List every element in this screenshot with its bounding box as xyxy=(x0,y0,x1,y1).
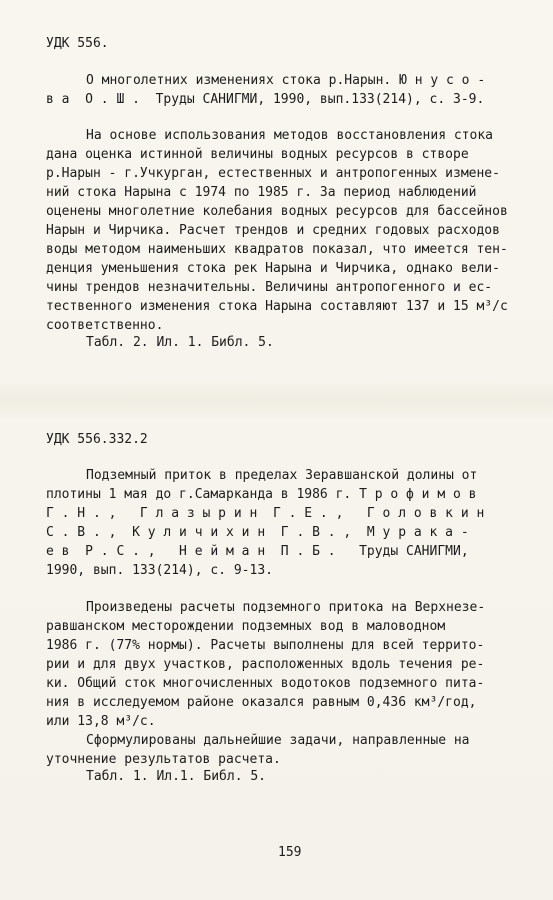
abstract-1-body-line: соответственно. xyxy=(46,318,164,333)
udk-code-2: УДК 556.332.2 xyxy=(46,432,148,447)
abstract-1-body-line: Нарын и Чирчика. Расчет трендов и средних годовых расходов xyxy=(46,223,500,238)
abstract-2-title-line-1: Подземный приток в пределах Зеравшанской долины от xyxy=(86,468,478,483)
abstract-1-body-line: воды методом наименьших квадратов показал, что имеется тен- xyxy=(46,242,508,257)
abstract-1-references: Табл. 2. Ил. 1. Библ. 5. xyxy=(86,335,274,350)
abstract-2-title-line-3: Г . Н . , Г л а з ы р и н Г . Е . , Г о л о в к и н xyxy=(46,506,485,521)
abstract-2-body-line: Произведены расчеты подземного притока на Верхнезе- xyxy=(86,600,486,615)
abstract-2-body-line: Сформулированы дальнейшие задачи, направленные на xyxy=(86,733,470,748)
abstract-1-body-line: ний стока Нарына с 1974 по 1985 г. За период наблюдений xyxy=(46,185,477,200)
abstract-1-body-line: денция уменьшения стока рек Нарына и Чирчика, однако вели- xyxy=(46,261,500,276)
abstract-2-body-line: ки. Общий сток многочисленных водотоков подземного пита- xyxy=(46,676,485,691)
abstract-2-title-line-2: плотины 1 мая до г.Самарканда в 1986 г. Т р о ф и м о в xyxy=(46,487,477,502)
abstract-2-title-line-6: 1990, вып. 133(214), с. 9-13. xyxy=(46,563,273,578)
abstract-2-body-line: равшанском месторождении подземных вод в маловодном xyxy=(46,619,446,634)
abstract-2-body-line: или 13,8 м³/с. xyxy=(46,714,156,729)
abstract-1-body-line: оценены многолетние колебания водных ресурсов для бассейнов xyxy=(46,204,508,219)
abstract-2-body-line: уточнение результатов расчета. xyxy=(46,752,281,767)
abstract-1-body-line: тественного изменения стока Нарына составляют 137 и 15 м³/с xyxy=(46,299,508,314)
abstract-2-title-line-5: е в Р . С . , Н е й м а н П . Б . Труды САНИГМИ, xyxy=(46,544,469,559)
abstract-2-body-line: рии и для двух участков, расположенных вдоль течения ре- xyxy=(46,657,485,672)
abstract-1-title-line-2: в а О . Ш . Труды САНИГМИ, 1990, вып.133(214), с. 3-9. xyxy=(46,92,485,107)
page-number: 159 xyxy=(278,845,302,860)
abstract-1-body-line: дана оценка истинной величины водных ресурсов в створе xyxy=(46,147,469,162)
abstract-2-references: Табл. 1. Ил.1. Библ. 5. xyxy=(86,769,267,784)
abstract-2-body-line: ния в исследуемом районе оказался равным 0,436 км³/год, xyxy=(46,695,477,710)
paper-fold-stain xyxy=(0,380,553,420)
abstract-1-body-line: чины трендов незначительны. Величины антропогенного и ес- xyxy=(46,280,493,295)
abstract-2-body-line: 1986 г. (77% нормы). Расчеты выполнены для всей террито- xyxy=(46,638,485,653)
udk-code-1: УДК 556. xyxy=(46,36,109,51)
abstract-1-body-line: р.Нарын - г.Учкурган, естественных и антропогенных измене- xyxy=(46,166,500,181)
abstract-1-title-line-1: О многолетних изменениях стока р.Нарын. Ю н у с о - xyxy=(86,73,486,88)
abstract-2-title-line-4: С . В . , К у л и ч и х и н Г . В . , М у р а к а - xyxy=(46,525,469,540)
abstract-1-body-line: На основе использования методов восстановления стока xyxy=(86,128,493,143)
